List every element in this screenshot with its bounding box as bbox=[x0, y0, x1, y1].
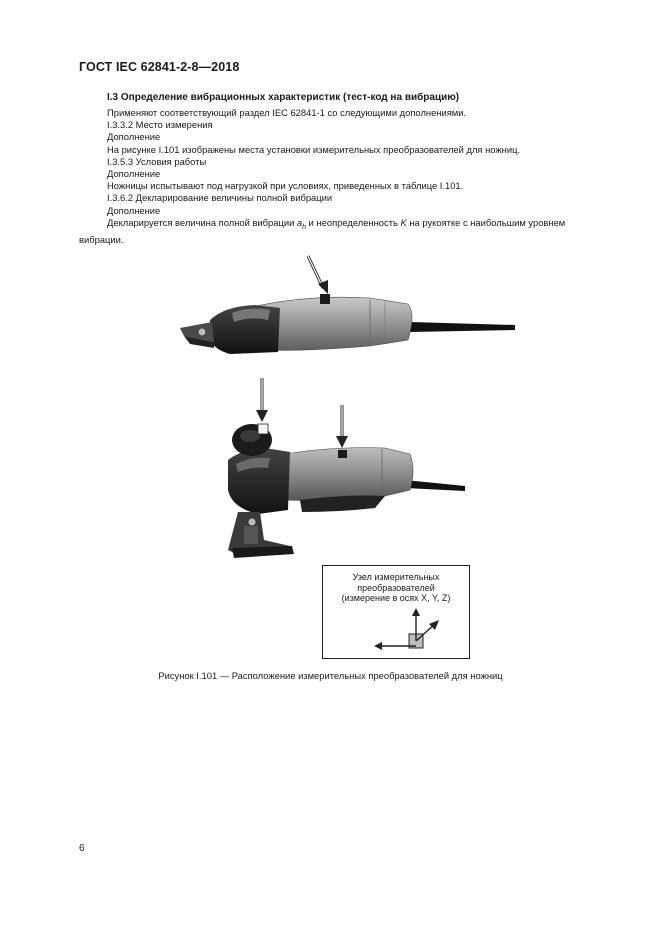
paragraph-10 bbox=[79, 217, 614, 234]
shears-side-view bbox=[180, 256, 515, 354]
paragraph-10-continued: вибрации. bbox=[79, 233, 124, 245]
paragraph-9: Дополнение bbox=[107, 204, 161, 216]
paragraph-3: Дополнение bbox=[107, 131, 161, 143]
shears-perspective-view bbox=[228, 378, 465, 558]
paragraph-6: Дополнение bbox=[107, 168, 161, 180]
legend-line-1: Узел измерительных bbox=[352, 572, 440, 582]
figure-caption: Рисунок I.101 — Расположение измерительных преобразователей для ножниц bbox=[158, 670, 503, 681]
transducer-legend-box bbox=[322, 565, 470, 659]
paragraph-2: I.3.3.2 Место измерения bbox=[107, 119, 213, 131]
p10-text-c: на рукоятке с наибольшим уровнем bbox=[406, 216, 566, 228]
p10-text-a: Декларируется величина полной вибрации bbox=[107, 216, 297, 228]
var-h: h bbox=[302, 223, 307, 231]
var-k: K bbox=[400, 216, 407, 228]
body-text bbox=[79, 107, 614, 246]
standard-header: ГОСТ IEC 62841-2-8—2018 bbox=[79, 60, 240, 74]
legend-line-2: преобразователей bbox=[357, 582, 435, 593]
legend-line-3: (измерение в осях X, Y, Z) bbox=[341, 593, 451, 603]
paragraph-4: На рисунке I.101 изображены места установки измерительных преобразователей для ножниц. bbox=[107, 143, 521, 155]
p10-text-b: и неопределенность bbox=[306, 216, 401, 228]
var-a: a bbox=[296, 216, 303, 228]
paragraph-8: I.3.6.2 Декларирование величины полной вибрации bbox=[107, 192, 333, 204]
section-title: I.3 Определение вибрационных характеристик (тест-код на вибрацию) bbox=[107, 92, 460, 103]
paragraph-5: I.3.5.3 Условия работы bbox=[107, 155, 207, 167]
axis-x-arrowhead bbox=[374, 642, 382, 650]
axis-y-arrowhead bbox=[412, 608, 420, 616]
paragraph-1: Применяют соответствующий раздел IEC 62841-1 со следующими дополнениями. bbox=[107, 107, 467, 118]
page-number: 6 bbox=[79, 843, 85, 854]
axes-diagram bbox=[323, 566, 469, 658]
paragraph-7: Ножницы испытывают под нагрузкой при условиях, приведенных в таблице I.101. bbox=[107, 180, 464, 192]
